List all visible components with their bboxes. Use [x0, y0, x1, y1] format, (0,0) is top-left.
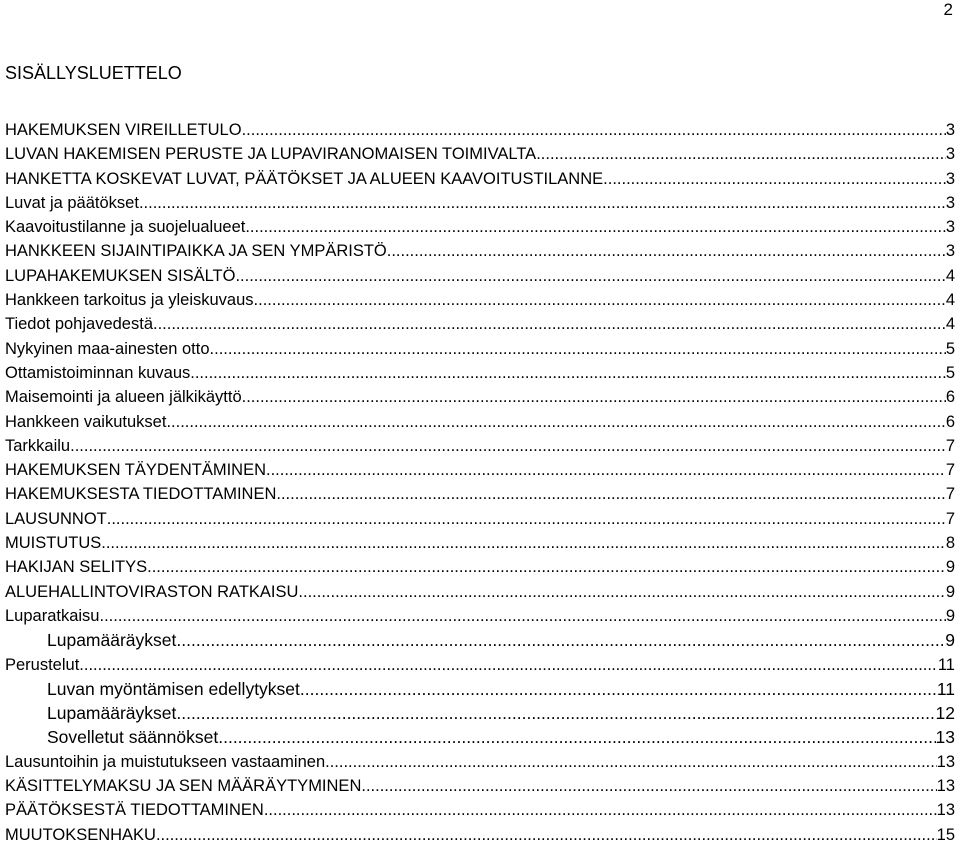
toc-dot-leader: [264, 799, 937, 821]
toc-entry[interactable]: [5, 338, 955, 362]
toc-entry-label: Hankkeen tarkoitus ja yleiskuvaus: [5, 291, 254, 310]
toc-entry-page: 3: [945, 242, 955, 261]
toc-dot-leader: [99, 605, 945, 627]
toc-entry[interactable]: [5, 824, 955, 848]
toc-entry[interactable]: [5, 678, 955, 702]
toc-dot-leader: [361, 775, 936, 797]
toc-entry[interactable]: [5, 605, 955, 629]
toc-dot-leader: [325, 751, 937, 773]
toc-entry[interactable]: [5, 216, 955, 240]
toc-entry-label: HAKEMUKSEN VIREILLETULO: [5, 121, 242, 139]
toc-entry-page: 4: [945, 315, 955, 334]
toc-entry-label: ALUEHALLINTOVIRASTON RATKAISU: [5, 582, 299, 601]
toc-entry[interactable]: [5, 386, 955, 410]
toc-entry[interactable]: [5, 532, 955, 556]
toc-entry-page: 4: [945, 291, 955, 310]
toc-entry[interactable]: [5, 799, 955, 823]
toc-entry-page: 13: [936, 752, 955, 771]
toc-entry-page: 9: [945, 582, 955, 601]
toc-entry[interactable]: [5, 654, 955, 678]
toc-entry-page: 9: [945, 630, 955, 651]
toc-dot-leader: [536, 143, 946, 165]
toc-entry-label: LUPAHAKEMUKSEN SISÄLTÖ: [5, 266, 236, 285]
toc-entry-page: 9: [945, 558, 955, 577]
toc-dot-leader: [254, 289, 946, 311]
toc-entry-page: 3: [945, 121, 955, 139]
toc-entry-page: 3: [945, 193, 955, 212]
toc-dot-leader: [176, 629, 945, 651]
toc-dot-leader: [235, 265, 945, 287]
toc-entry-label: Lausuntoihin ja muistutukseen vastaaminen: [5, 752, 326, 771]
toc-entry[interactable]: [5, 435, 955, 459]
toc-dot-leader: [153, 313, 946, 335]
toc-entry-label: Ottamistoiminnan kuvaus: [5, 363, 191, 382]
toc-dot-leader: [603, 168, 946, 190]
toc-entry-page: 7: [945, 461, 955, 480]
toc-entry[interactable]: [5, 508, 955, 532]
toc-dot-leader: [298, 581, 945, 603]
toc-entry-label: Nykyinen maa-ainesten otto: [5, 339, 210, 358]
toc-entry-page: 3: [945, 169, 955, 188]
toc-entry-label: PÄÄTÖKSESTÄ TIEDOTTAMINEN: [5, 801, 264, 820]
toc-entry[interactable]: [5, 581, 955, 605]
toc-entry-page: 13: [935, 727, 955, 748]
toc-entry-label: Luvan myöntämisen edellytykset: [47, 678, 300, 699]
toc-entry[interactable]: [5, 362, 955, 386]
toc-entry-label: MUISTUTUS: [5, 534, 102, 553]
toc-dot-leader: [276, 483, 945, 505]
toc-dot-leader: [79, 654, 938, 676]
toc-dot-leader: [176, 702, 935, 724]
toc-entry-label: HANKKEEN SIJAINTIPAIKKA JA SEN YMPÄRISTÖ: [5, 242, 387, 261]
toc-dot-leader: [107, 508, 946, 530]
toc-entry-page: 6: [945, 388, 955, 407]
toc-entry[interactable]: [5, 775, 955, 799]
toc-dot-leader: [218, 726, 935, 748]
toc-entry-label: Hankkeen vaikutukset: [5, 412, 167, 431]
toc-entry-label: Sovelletut säännökset: [47, 727, 219, 748]
toc-entry[interactable]: [5, 751, 955, 775]
toc-entry-label: Tarkkailu: [5, 436, 71, 455]
toc-entry-label: MUUTOKSENHAKU: [5, 825, 156, 844]
page-number: 2: [943, 0, 953, 19]
toc-entry[interactable]: [5, 459, 955, 483]
toc-entry-page: 11: [937, 655, 955, 674]
toc-dot-leader: [101, 532, 946, 554]
toc-entry-page: 13: [936, 801, 955, 820]
toc-entry[interactable]: [5, 289, 955, 313]
toc-entry-page: 7: [945, 436, 955, 455]
toc-entry[interactable]: [5, 313, 955, 337]
toc-dot-leader: [210, 338, 946, 360]
toc-entry[interactable]: [5, 629, 955, 653]
toc-entry-label: Luparatkaisu: [5, 606, 100, 625]
toc-entry-label: Perustelut: [5, 655, 80, 674]
toc-entry[interactable]: [5, 265, 955, 289]
toc-entry-label: Kaavoitustilanne ja suojelualueet: [5, 218, 246, 237]
toc-entry-page: 3: [945, 218, 955, 237]
toc-entry-page: 3: [945, 145, 955, 164]
toc-entry-label: HAKEMUKSEN TÄYDENTÄMINEN: [5, 461, 266, 480]
toc-entry[interactable]: [5, 726, 955, 750]
toc-entry-label: Maisemointi ja alueen jälkikäyttö: [5, 388, 242, 407]
toc-entry[interactable]: [5, 411, 955, 435]
toc-dot-leader: [70, 435, 946, 457]
toc-entry-page: 15: [936, 825, 955, 844]
toc-entry-label: KÄSITTELYMAKSU JA SEN MÄÄRÄYTYMINEN: [5, 777, 362, 796]
toc-entry-page: 4: [945, 266, 955, 285]
toc-entry-label: HAKIJAN SELITYS: [5, 558, 148, 577]
toc-entry[interactable]: [5, 702, 955, 726]
toc-title: SISÄLLYSLUETTELO: [5, 63, 182, 83]
toc-entry[interactable]: [5, 556, 955, 580]
toc-entry-label: Tiedot pohjavedestä: [5, 315, 153, 334]
toc-dot-leader: [190, 362, 946, 384]
toc-entry[interactable]: [5, 143, 955, 167]
toc-dot-leader: [300, 678, 937, 700]
toc-dot-leader: [139, 192, 946, 214]
toc-list: [5, 119, 955, 848]
toc-entry-page: 9: [945, 606, 955, 625]
toc-entry-page: 7: [945, 485, 955, 504]
toc-entry-page: 13: [936, 777, 955, 796]
toc-entry-page: 5: [945, 363, 955, 382]
toc-dot-leader: [266, 459, 946, 481]
toc-entry-page: 6: [945, 412, 955, 431]
toc-entry-label: HAKEMUKSESTA TIEDOTTAMINEN: [5, 485, 277, 504]
toc-dot-leader: [147, 556, 946, 578]
toc-entry-label: LUVAN HAKEMISEN PERUSTE JA LUPAVIRANOMAISEN TOIMIVALTA: [5, 145, 537, 164]
toc-dot-leader: [242, 386, 946, 408]
toc-dot-leader: [242, 119, 946, 141]
toc-entry-label: LAUSUNNOT: [5, 509, 107, 528]
toc-dot-leader: [166, 411, 945, 433]
toc-entry-label: Lupamääräykset: [47, 703, 177, 724]
toc-entry[interactable]: [5, 119, 955, 143]
toc-entry-page: 11: [936, 678, 955, 699]
toc-dot-leader: [245, 216, 945, 238]
toc-entry-label: Lupamääräykset: [47, 630, 177, 651]
toc-dot-leader: [387, 240, 946, 262]
toc-dot-leader: [156, 824, 937, 846]
toc-entry[interactable]: [5, 168, 955, 192]
toc-entry-page: 8: [945, 534, 955, 553]
toc-entry[interactable]: [5, 240, 955, 264]
toc-entry[interactable]: [5, 483, 955, 507]
toc-entry-label: Luvat ja päätökset: [5, 193, 139, 212]
toc-entry[interactable]: [5, 192, 955, 216]
toc-entry-label: HANKETTA KOSKEVAT LUVAT, PÄÄTÖKSET JA ALUEEN KAAVOITUSTILANNE: [5, 169, 604, 188]
toc-entry-page: 7: [945, 509, 955, 528]
toc-entry-page: 5: [945, 339, 955, 358]
toc-entry-page: 12: [935, 703, 955, 724]
